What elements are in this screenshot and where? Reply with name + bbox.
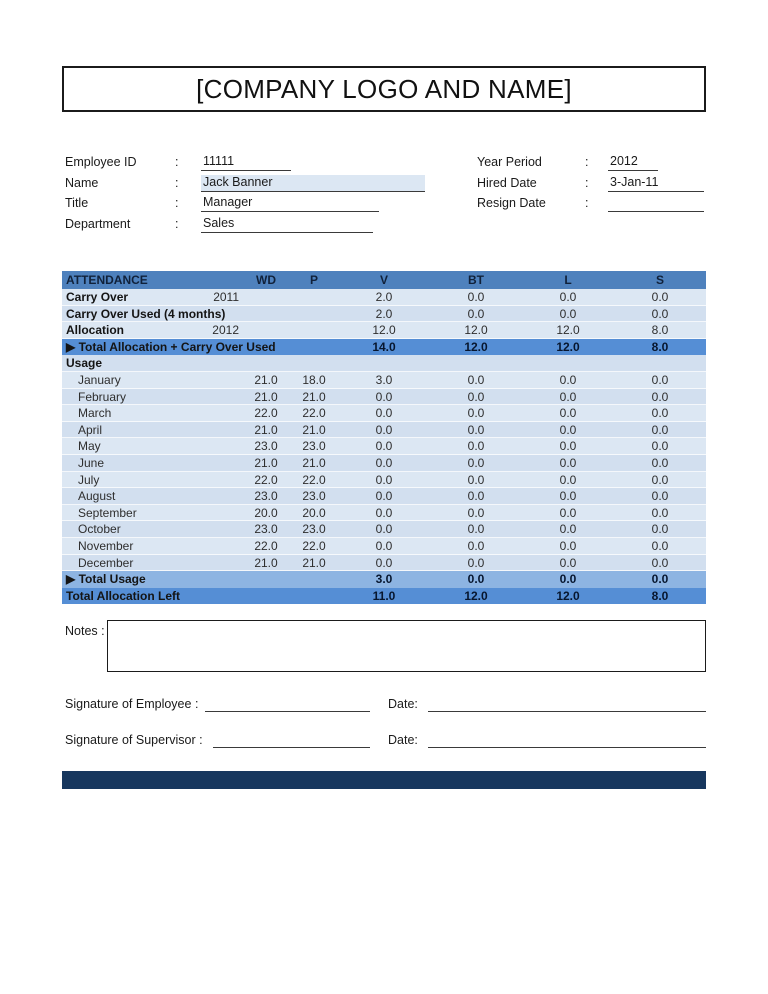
- cell-s: 0.0: [651, 455, 669, 470]
- department-value[interactable]: Sales: [201, 216, 373, 233]
- cell-p: [290, 588, 338, 605]
- cell-bt: 0.0: [467, 306, 485, 321]
- cell-year: [192, 588, 242, 605]
- table-row-april: [62, 422, 706, 439]
- col-header-s: S: [655, 273, 664, 287]
- cell-year: [192, 355, 242, 372]
- cell-bt: 0.0: [467, 555, 485, 570]
- cell-bt: 0.0: [467, 505, 485, 520]
- cell-year: 2011: [213, 290, 239, 304]
- separator-colon: :: [585, 196, 589, 210]
- cell-v: 0.0: [375, 555, 393, 570]
- cell-year: [192, 555, 242, 572]
- cell-v: 3.0: [375, 572, 393, 587]
- cell-p: 23.0: [302, 489, 326, 504]
- resign-date-value[interactable]: [608, 195, 704, 212]
- hired-date-value[interactable]: 3-Jan-11: [608, 175, 704, 192]
- cell-wd: [242, 306, 290, 323]
- cell-v: 0.0: [375, 406, 393, 421]
- cell-year: [192, 472, 242, 489]
- cell-p: 21.0: [302, 389, 326, 404]
- row-label-august: August: [78, 489, 116, 504]
- cell-p: 23.0: [302, 522, 326, 537]
- cell-l: 0.0: [559, 439, 577, 454]
- cell-wd: 22.0: [254, 538, 278, 553]
- cell-l: 12.0: [556, 323, 580, 338]
- cell-l: 0.0: [559, 522, 577, 537]
- row-label-november: November: [78, 538, 134, 553]
- cell-s: 0.0: [651, 472, 669, 487]
- cell-l: [522, 355, 614, 372]
- cell-s: 8.0: [651, 323, 669, 338]
- cell-v: 14.0: [372, 339, 396, 354]
- cell-wd: [242, 289, 290, 306]
- cell-year: [192, 405, 242, 422]
- cell-p: [290, 571, 338, 588]
- cell-bt: 0.0: [467, 290, 485, 304]
- attendance-table: [62, 271, 706, 604]
- cell-s: 0.0: [651, 439, 669, 454]
- cell-v: 0.0: [375, 505, 393, 520]
- table-row-november: [62, 538, 706, 555]
- row-label-april: April: [78, 422, 103, 437]
- cell-year: [192, 422, 242, 439]
- cell-s: 0.0: [651, 572, 669, 587]
- cell-wd: 21.0: [254, 455, 278, 470]
- cell-p: 23.0: [302, 439, 326, 454]
- row-label-usage-section: Usage: [66, 356, 103, 371]
- cell-v: 0.0: [375, 422, 393, 437]
- employee-id-value[interactable]: 11111: [201, 154, 291, 171]
- row-label-january: January: [78, 372, 121, 387]
- cell-l: 0.0: [559, 306, 577, 321]
- table-row-carry-over-used: [62, 306, 706, 323]
- resign-date-label: Resign Date: [477, 196, 546, 210]
- col-header-p: P: [309, 273, 318, 287]
- cell-year: [192, 571, 242, 588]
- cell-v: 12.0: [372, 323, 396, 338]
- cell-bt: 12.0: [464, 323, 488, 338]
- cell-v: 0.0: [375, 538, 393, 553]
- cell-year: [192, 538, 242, 555]
- cell-s: 0.0: [651, 538, 669, 553]
- table-row-january: [62, 372, 706, 389]
- cell-p: 20.0: [302, 505, 326, 520]
- cell-bt: 0.0: [467, 489, 485, 504]
- signature-employee-date-line[interactable]: [428, 711, 706, 712]
- row-label-december: December: [78, 555, 134, 570]
- cell-v: 0.0: [375, 439, 393, 454]
- signature-employee-line[interactable]: [205, 711, 370, 712]
- cell-p: 18.0: [302, 372, 326, 387]
- table-row-total-allocation: [62, 339, 706, 356]
- cell-v: [338, 355, 430, 372]
- cell-l: 0.0: [559, 472, 577, 487]
- cell-l: 0.0: [559, 572, 577, 587]
- cell-wd: 20.0: [254, 505, 278, 520]
- cell-wd: [242, 355, 290, 372]
- row-label-september: September: [78, 505, 137, 520]
- cell-wd: [242, 322, 290, 339]
- cell-l: 0.0: [559, 505, 577, 520]
- cell-year: [192, 438, 242, 455]
- signature-supervisor-date-label: Date:: [388, 733, 418, 747]
- footer-bar: [62, 771, 706, 789]
- table-row-allocation: [62, 322, 706, 339]
- row-label-carry-over: Carry Over: [66, 290, 129, 304]
- cell-l: 0.0: [559, 489, 577, 504]
- hired-date-label: Hired Date: [477, 176, 537, 190]
- separator-colon: :: [175, 217, 179, 231]
- cell-wd: [242, 588, 290, 605]
- cell-l: 0.0: [559, 455, 577, 470]
- row-label-may: May: [78, 439, 101, 454]
- cell-p: 21.0: [302, 422, 326, 437]
- cell-bt: 0.0: [467, 372, 485, 387]
- cell-v: 0.0: [375, 455, 393, 470]
- cell-year: 2012: [212, 323, 239, 338]
- cell-l: 0.0: [559, 389, 577, 404]
- cell-bt: 0.0: [467, 422, 485, 437]
- row-label-june: June: [78, 455, 105, 470]
- separator-colon: :: [585, 176, 589, 190]
- cell-s: [614, 355, 706, 372]
- cell-v: 0.0: [375, 489, 393, 504]
- cell-v: 0.0: [375, 522, 393, 537]
- cell-wd: 23.0: [254, 489, 278, 504]
- company-name-placeholder: [COMPANY LOGO AND NAME]: [196, 73, 572, 104]
- row-label-total-allocation-left: Total Allocation Left: [66, 588, 180, 603]
- cell-wd: 23.0: [254, 522, 278, 537]
- title-value[interactable]: Manager: [201, 195, 379, 212]
- employee-id-row: [65, 155, 445, 173]
- cell-s: 0.0: [651, 422, 669, 437]
- separator-colon: :: [175, 196, 179, 210]
- cell-bt: 0.0: [467, 572, 485, 587]
- cell-p: [290, 339, 338, 356]
- year-period-value[interactable]: 2012: [608, 154, 658, 171]
- notes-label: Notes :: [65, 624, 105, 638]
- table-row-october: [62, 521, 706, 538]
- table-row-carry-over: [62, 289, 706, 306]
- year-period-row: [477, 155, 717, 173]
- cell-bt: 0.0: [467, 439, 485, 454]
- cell-year: [192, 455, 242, 472]
- cell-year: [192, 389, 242, 406]
- company-logo-box: [62, 66, 706, 112]
- cell-year: [192, 505, 242, 522]
- signature-employee-date-label: Date:: [388, 697, 418, 711]
- cell-s: 0.0: [651, 372, 669, 387]
- cell-s: 0.0: [651, 389, 669, 404]
- cell-p: 22.0: [302, 472, 326, 487]
- name-label: Name: [65, 176, 99, 190]
- signature-supervisor-line[interactable]: [213, 747, 370, 748]
- cell-s: 0.0: [651, 306, 669, 321]
- cell-year: [192, 306, 242, 323]
- cell-year: [192, 372, 242, 389]
- cell-l: 0.0: [559, 372, 577, 387]
- cell-bt: 12.0: [464, 588, 488, 603]
- table-row-total-allocation-left: [62, 588, 706, 605]
- cell-v: 0.0: [375, 472, 393, 487]
- cell-p: [290, 322, 338, 339]
- cell-v: 3.0: [375, 372, 393, 387]
- row-label-allocation: Allocation: [66, 323, 125, 338]
- cell-l: 12.0: [556, 588, 580, 603]
- table-row-usage-section: [62, 355, 706, 372]
- cell-s: 0.0: [651, 489, 669, 504]
- cell-bt: 0.0: [467, 389, 485, 404]
- table-row-august: [62, 488, 706, 505]
- name-value[interactable]: Jack Banner: [201, 175, 425, 192]
- signature-supervisor-label: Signature of Supervisor :: [65, 733, 203, 747]
- col-header-attendance: ATTENDANCE: [66, 273, 148, 287]
- table-row-march: [62, 405, 706, 422]
- cell-s: 0.0: [651, 555, 669, 570]
- table-row-september: [62, 505, 706, 522]
- row-label-october: October: [78, 522, 121, 537]
- cell-wd: [242, 339, 290, 356]
- department-row: [65, 217, 445, 235]
- name-row: [65, 176, 445, 194]
- cell-wd: 21.0: [254, 389, 278, 404]
- separator-colon: :: [175, 176, 179, 190]
- row-label-carry-over-used: Carry Over Used (4 months): [66, 306, 226, 321]
- cell-bt: 12.0: [464, 339, 488, 354]
- table-row-june: [62, 455, 706, 472]
- cell-wd: 21.0: [254, 555, 278, 570]
- cell-year: [192, 521, 242, 538]
- cell-v: 2.0: [375, 306, 393, 321]
- row-label-total-allocation: ▶ Total Allocation + Carry Over Used: [66, 339, 276, 354]
- title-label: Title: [65, 196, 89, 210]
- cell-s: 8.0: [651, 588, 669, 603]
- cell-bt: 0.0: [467, 455, 485, 470]
- signature-employee-label: Signature of Employee :: [65, 697, 199, 711]
- cell-s: 0.0: [651, 290, 669, 304]
- cell-l: 0.0: [559, 290, 577, 304]
- cell-bt: 0.0: [467, 472, 485, 487]
- cell-p: [290, 289, 338, 306]
- cell-v: 11.0: [372, 588, 396, 603]
- cell-bt: 0.0: [467, 522, 485, 537]
- col-header-v: V: [379, 273, 388, 287]
- cell-s: 0.0: [651, 406, 669, 421]
- col-header-wd: WD: [256, 273, 276, 287]
- cell-s: 0.0: [651, 505, 669, 520]
- year-period-label: Year Period: [477, 155, 542, 169]
- cell-p: 22.0: [302, 406, 326, 421]
- cell-bt: 0.0: [467, 538, 485, 553]
- separator-colon: :: [585, 155, 589, 169]
- cell-bt: 0.0: [467, 406, 485, 421]
- row-label-march: March: [78, 406, 112, 421]
- cell-p: [290, 306, 338, 323]
- cell-wd: 21.0: [254, 372, 278, 387]
- cell-p: 21.0: [302, 455, 326, 470]
- row-label-february: February: [78, 389, 127, 404]
- row-label-total-usage: ▶ Total Usage: [66, 572, 146, 587]
- cell-p: [290, 355, 338, 372]
- col-header-bt: BT: [468, 273, 484, 287]
- row-label-july: July: [78, 472, 100, 487]
- cell-p: 22.0: [302, 538, 326, 553]
- department-label: Department: [65, 217, 131, 231]
- cell-wd: 23.0: [254, 439, 278, 454]
- table-header-row: [62, 271, 706, 289]
- cell-year: [192, 339, 242, 356]
- cell-l: 0.0: [559, 422, 577, 437]
- table-row-february: [62, 389, 706, 406]
- cell-l: 0.0: [559, 555, 577, 570]
- table-row-total-usage: [62, 571, 706, 588]
- signature-supervisor-date-line[interactable]: [428, 747, 706, 748]
- col-header-l: L: [564, 273, 572, 287]
- cell-bt: [430, 355, 522, 372]
- table-row-may: [62, 438, 706, 455]
- cell-wd: 22.0: [254, 406, 278, 421]
- cell-wd: 22.0: [254, 472, 278, 487]
- cell-l: 0.0: [559, 538, 577, 553]
- cell-wd: 21.0: [254, 422, 278, 437]
- resign-date-row: [477, 196, 717, 214]
- employee-id-label: Employee ID: [65, 155, 137, 169]
- cell-v: 0.0: [375, 389, 393, 404]
- separator-colon: :: [175, 155, 179, 169]
- cell-l: 0.0: [559, 406, 577, 421]
- cell-year: [192, 488, 242, 505]
- cell-l: 12.0: [556, 339, 580, 354]
- table-row-december: [62, 555, 706, 572]
- cell-p: 21.0: [302, 555, 326, 570]
- title-row: [65, 196, 445, 214]
- cell-s: 8.0: [651, 339, 669, 354]
- table-row-july: [62, 472, 706, 489]
- hired-date-row: [477, 176, 717, 194]
- cell-s: 0.0: [651, 522, 669, 537]
- cell-v: 2.0: [375, 290, 393, 304]
- notes-box[interactable]: [107, 620, 706, 672]
- cell-wd: [242, 571, 290, 588]
